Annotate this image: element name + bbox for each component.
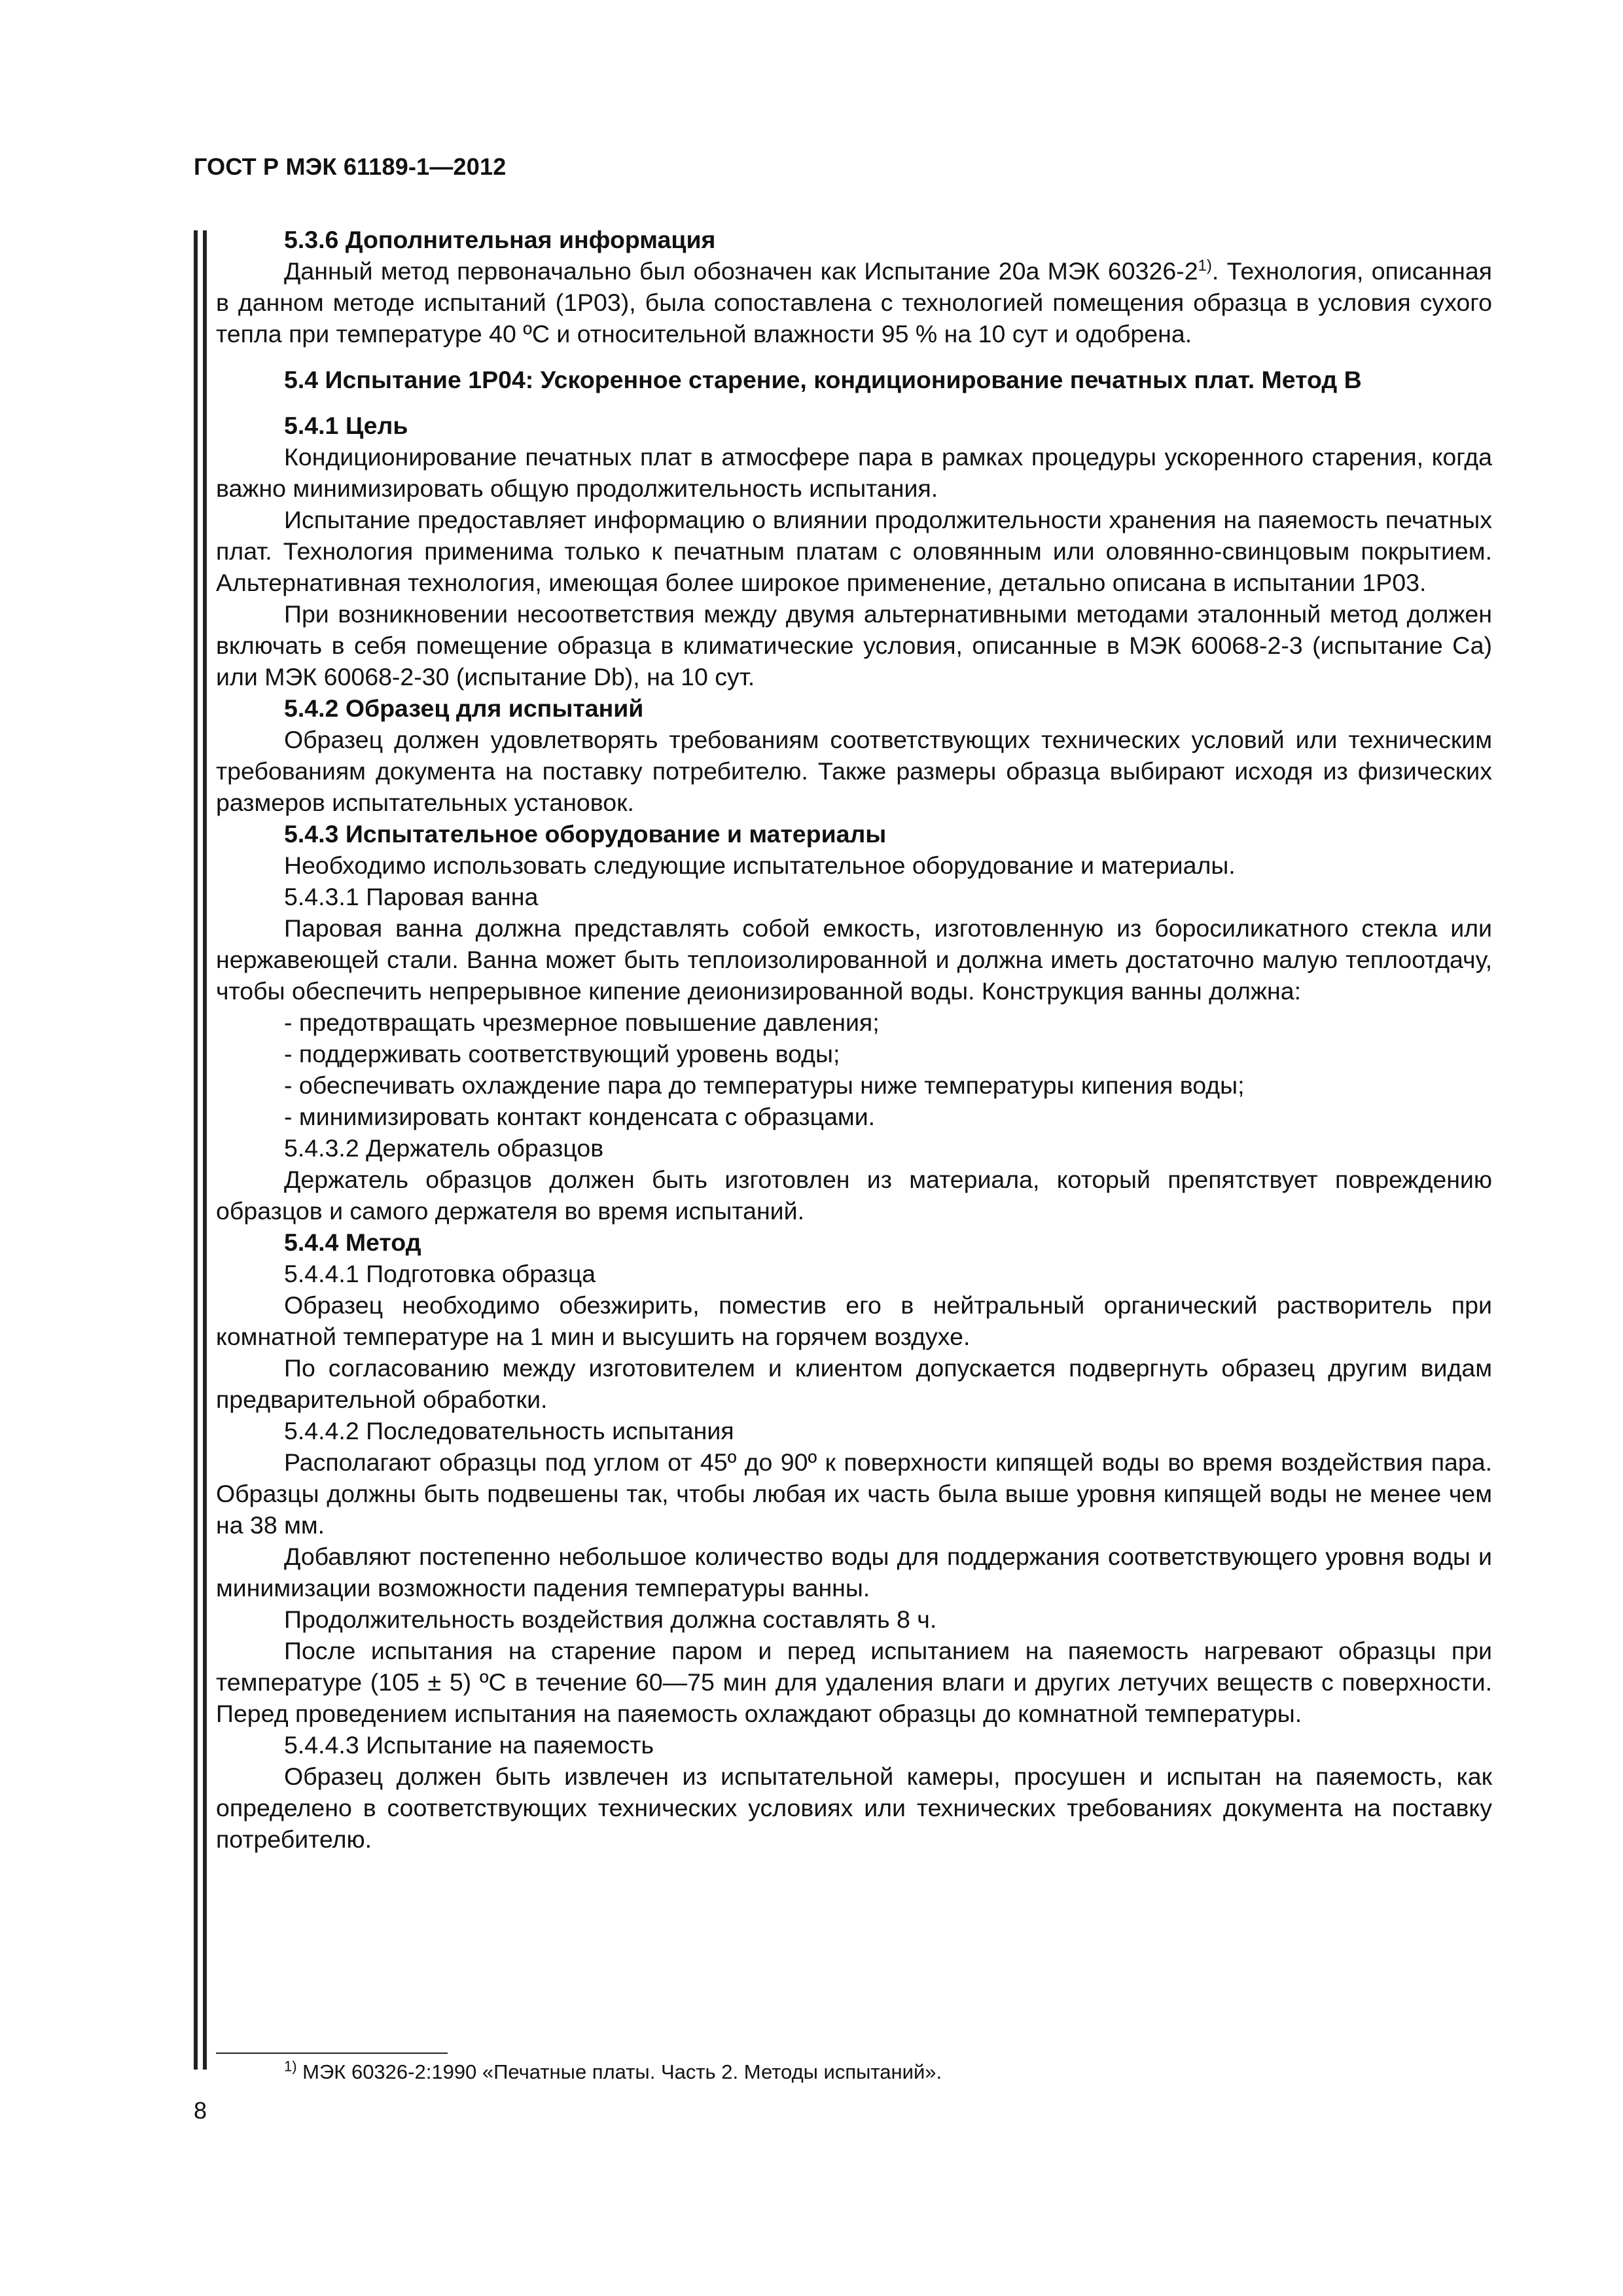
paragraph: Испытание предоставляет информацию о влиянии продолжительности хранения на паяемость печатных плат. Технология применима только к печатным платам с оловянным или оловянно-свинцовым покрытием. Альтернативная технология, имеющая более широкое применение, детально описана в испытании 1Р03.: [216, 506, 1492, 596]
document-body: [216, 224, 1492, 1855]
section-heading-5-3-6: 5.3.6 Дополнительная информация: [284, 226, 716, 253]
paragraph: Держатель образцов должен быть изготовлен из материала, который препятствует повреждению образцов и самого держателя во время испытаний.: [216, 1166, 1492, 1225]
revision-bar: [194, 230, 198, 2070]
text-span: . Технология, описанная в данном методе испытаний (1Р03), была сопоставлена с технологией помещения образца в условия сухого тепла при температуре 40 ºС и относительной влажности 95 % на 10 сут и одобрена.: [216, 257, 1492, 348]
paragraph: По согласованию между изготовителем и клиентом допускается подвергнуть образец другим видам предварительной обработки.: [216, 1354, 1492, 1413]
list-item: - минимизировать контакт конденсата с образцами.: [284, 1103, 876, 1130]
revision-bar: [203, 230, 207, 2070]
footnote-marker: 1): [284, 2058, 297, 2075]
document-header: ГОСТ Р МЭК 61189-1—2012: [194, 153, 507, 180]
footnote: [284, 2059, 942, 2085]
paragraph: Продолжительность воздействия должна составлять 8 ч.: [284, 1605, 937, 1633]
footnote-reference: 1): [1198, 257, 1212, 275]
paragraph: Добавляют постепенно небольшое количество воды для поддержания соответствующего уровня воды и минимизации возможности падения температуры ванны.: [216, 1543, 1492, 1602]
text-span: Данный метод первоначально был обозначен как Испытание 20а МЭК 60326-2: [284, 257, 1198, 285]
section-heading-5-4-2: 5.4.2 Образец для испытаний: [284, 694, 644, 722]
footnote-separator: [216, 2053, 448, 2054]
paragraph: [216, 255, 1492, 350]
paragraph: Необходимо использовать следующие испытательное оборудование и материалы.: [284, 852, 1236, 879]
paragraph: После испытания на старение паром и перед испытанием на паяемость нагревают образцы при температуре (105 ± 5) ºС в течение 60—75 мин для удаления влаги и других летучих веществ с поверхности. Перед проведением испытания на паяемость охлаждают образцы до комнатной температуры.: [216, 1637, 1492, 1727]
section-heading-5-4-3: 5.4.3 Испытательное оборудование и материалы: [284, 820, 887, 848]
subsection-title-5-4-4-2: 5.4.4.2 Последовательность испытания: [284, 1417, 734, 1444]
section-heading-5-4: 5.4 Испытание 1Р04: Ускоренное старение, кондиционирование печатных плат. Метод В: [284, 366, 1362, 393]
page-number: 8: [194, 2097, 207, 2124]
paragraph: Кондиционирование печатных плат в атмосфере пара в рамках процедуры ускоренного старения, когда важно минимизировать общую продолжительность испытания.: [216, 443, 1492, 502]
paragraph: Образец должен удовлетворять требованиям соответствующих технических условий или техническим требованиям документа на поставку потребителю. Также размеры образца выбирают исходя из физических размеров испытательных установок.: [216, 726, 1492, 816]
paragraph: Паровая ванна должна представлять собой емкость, изготовленную из боросиликатного стекла или нержавеющей стали. Ванна может быть теплоизолированной и должна иметь достаточно малую теплоотдачу, чтобы обеспечить непрерывное кипение деионизированной воды. Конструкция ванны должна:: [216, 914, 1492, 1005]
list-item: - обеспечивать охлаждение пара до температуры ниже температуры кипения воды;: [284, 1071, 1245, 1099]
paragraph: Образец должен быть извлечен из испытательной камеры, просушен и испытан на паяемость, как определено в соответствующих технических условиях или технических требованиях документа на поставку потребителю.: [216, 1763, 1492, 1853]
paragraph: Образец необходимо обезжирить, поместив его в нейтральный органический растворитель при комнатной температуре на 1 мин и высушить на горячем воздухе.: [216, 1291, 1492, 1350]
paragraph: При возникновении несоответствия между двумя альтернативными методами эталонный метод должен включать в себя помещение образца в климатические условия, описанные в МЭК 60068-2-3 (испытание Са) или МЭК 60068-2-30 (испытание Db), на 10 сут.: [216, 600, 1492, 691]
list-item: - предотвращать чрезмерное повышение давления;: [284, 1009, 880, 1036]
subsection-title-5-4-4-1: 5.4.4.1 Подготовка образца: [284, 1260, 596, 1287]
section-heading-5-4-4: 5.4.4 Метод: [284, 1229, 421, 1256]
list-item: - поддерживать соответствующий уровень воды;: [284, 1040, 840, 1067]
subsection-title-5-4-4-3: 5.4.4.3 Испытание на паяемость: [284, 1731, 654, 1759]
footnote-text: МЭК 60326-2:1990 «Печатные платы. Часть 2. Методы испытаний».: [296, 2060, 942, 2083]
subsection-title-5-4-3-2: 5.4.3.2 Держатель образцов: [284, 1134, 604, 1162]
section-heading-5-4-1: 5.4.1 Цель: [284, 412, 408, 439]
paragraph: Располагают образцы под углом от 45º до 90º к поверхности кипящей воды во время воздействия пара. Образцы должны быть подвешены так, чтобы любая их часть была выше уровня кипящей воды не менее чем на 38 мм.: [216, 1448, 1492, 1539]
subsection-title-5-4-3-1: 5.4.3.1 Паровая ванна: [284, 883, 539, 910]
